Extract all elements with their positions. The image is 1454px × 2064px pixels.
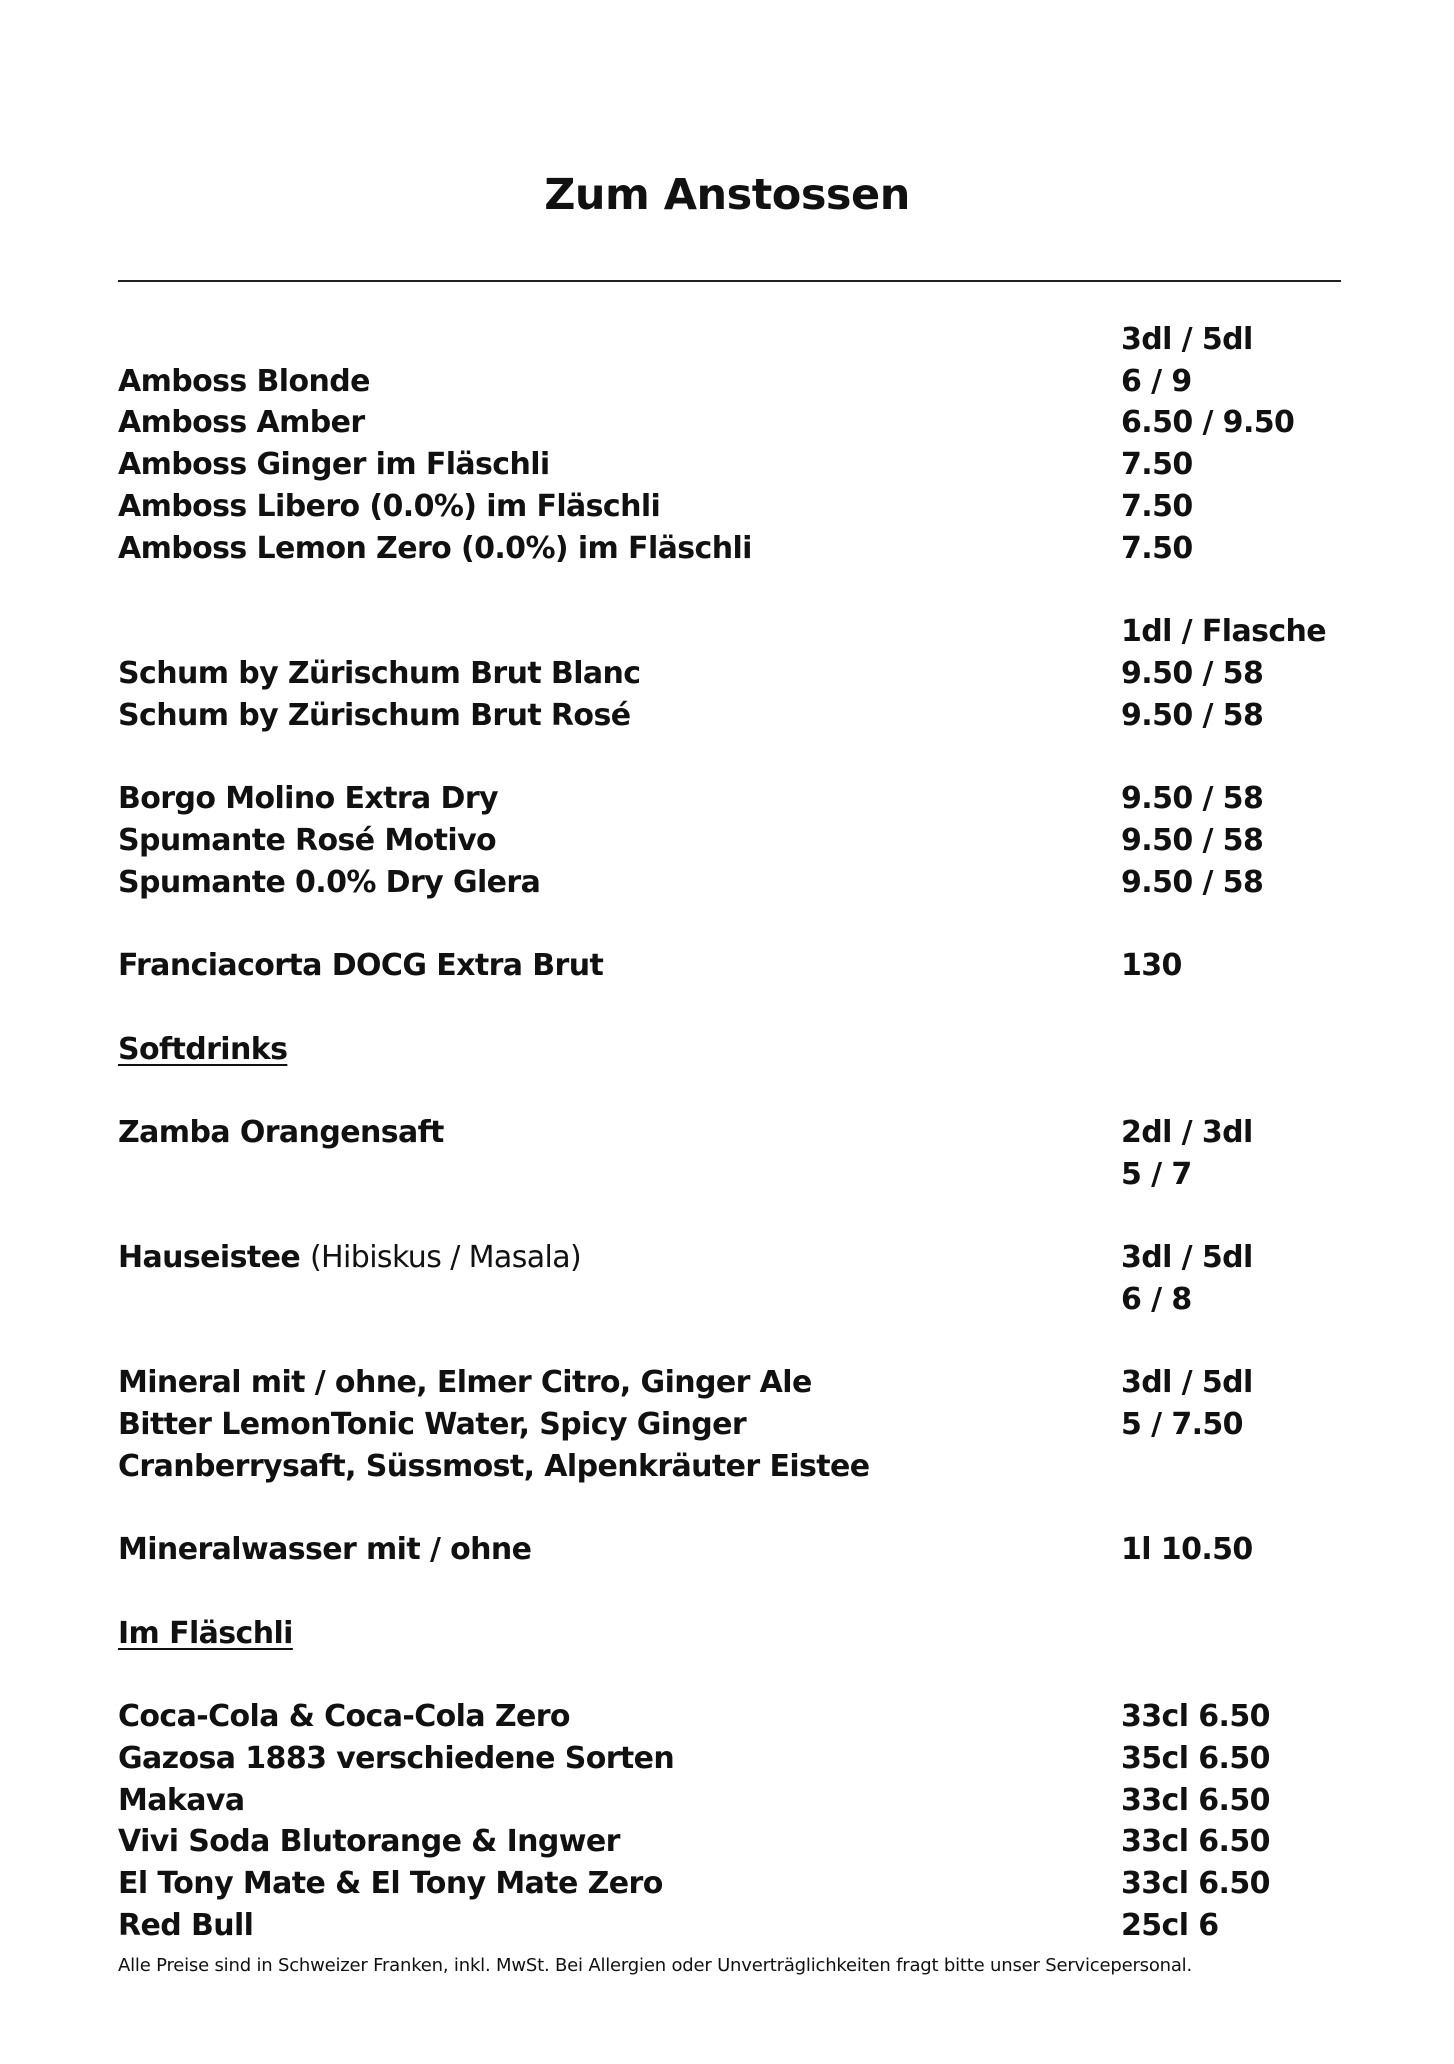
- size-header: 3dl / 5dl: [1121, 1365, 1253, 1400]
- item-price: 6.50 / 9.50: [1121, 405, 1295, 440]
- item-name: Mineralwasser mit / ohne: [118, 1532, 532, 1567]
- item-price: 9.50 / 58: [1121, 781, 1264, 816]
- item-price: 1l 10.50: [1121, 1532, 1253, 1567]
- item-name-row: [118, 1240, 581, 1276]
- item-name: El Tony Mate & El Tony Mate Zero: [118, 1866, 663, 1901]
- item-price: 5 / 7.50: [1121, 1407, 1243, 1442]
- item-name: Schum by Zürischum Brut Blanc: [118, 656, 641, 691]
- item-price: 9.50 / 58: [1121, 656, 1264, 691]
- item-name: Amboss Amber: [118, 405, 365, 440]
- item-price: 7.50: [1121, 447, 1193, 482]
- page-title: Zum Anstossen: [544, 170, 910, 220]
- item-name: Amboss Blonde: [118, 364, 370, 399]
- item-price: 35cl 6.50: [1121, 1741, 1270, 1776]
- item-name: Mineral mit / ohne, Elmer Citro, Ginger Ale: [118, 1365, 812, 1400]
- item-price: 7.50: [1121, 489, 1193, 524]
- item-price: 33cl 6.50: [1121, 1699, 1270, 1734]
- section-heading: Softdrinks: [118, 1032, 288, 1067]
- size-header: 1dl / Flasche: [1121, 614, 1327, 649]
- item-name: Amboss Lemon Zero (0.0%) im Fläschli: [118, 531, 752, 566]
- item-name: Hauseistee: [118, 1240, 301, 1275]
- item-name: Spumante Rosé Motivo: [118, 823, 497, 858]
- item-price: 5 / 7: [1121, 1157, 1192, 1192]
- item-price: 33cl 6.50: [1121, 1783, 1270, 1818]
- item-name: Red Bull: [118, 1908, 254, 1943]
- item-price: 33cl 6.50: [1121, 1824, 1270, 1859]
- item-name: Bitter LemonTonic Water, Spicy Ginger: [118, 1407, 747, 1442]
- size-header: 2dl / 3dl: [1121, 1115, 1253, 1150]
- item-price: 6 / 8: [1121, 1282, 1192, 1317]
- item-name: Makava: [118, 1783, 245, 1818]
- item-name: Borgo Molino Extra Dry: [118, 781, 498, 816]
- item-name: Amboss Libero (0.0%) im Fläschli: [118, 489, 661, 524]
- item-note: (Hibiskus / Masala): [309, 1240, 582, 1275]
- size-header: 3dl / 5dl: [1121, 322, 1253, 357]
- item-price: 9.50 / 58: [1121, 865, 1264, 900]
- size-header: 3dl / 5dl: [1121, 1240, 1253, 1275]
- item-name: Amboss Ginger im Fläschli: [118, 447, 550, 482]
- item-price: 7.50: [1121, 531, 1193, 566]
- item-name: Zamba Orangensaft: [118, 1115, 444, 1150]
- item-name: Spumante 0.0% Dry Glera: [118, 865, 541, 900]
- item-price: 9.50 / 58: [1121, 823, 1264, 858]
- item-name: Cranberrysaft, Süssmost, Alpenkräuter Eistee: [118, 1449, 870, 1484]
- item-price: 25cl 6: [1121, 1908, 1219, 1943]
- item-price: 9.50 / 58: [1121, 698, 1264, 733]
- item-name: Franciacorta DOCG Extra Brut: [118, 948, 604, 983]
- item-price: 33cl 6.50: [1121, 1866, 1270, 1901]
- item-name: Schum by Zürischum Brut Rosé: [118, 698, 631, 733]
- divider: [118, 280, 1341, 282]
- section-heading: Im Fläschli: [118, 1616, 293, 1651]
- item-name: Coca-Cola & Coca-Cola Zero: [118, 1699, 570, 1734]
- item-price: 6 / 9: [1121, 364, 1192, 399]
- item-price: 130: [1121, 948, 1182, 983]
- price-disclaimer: Alle Preise sind in Schweizer Franken, inkl. MwSt. Bei Allergien oder Unverträglichkeiten fragt bitte unser Servicepersonal.: [118, 1955, 1193, 1976]
- item-name: Gazosa 1883 verschiedene Sorten: [118, 1741, 675, 1776]
- item-name: Vivi Soda Blutorange & Ingwer: [118, 1824, 620, 1859]
